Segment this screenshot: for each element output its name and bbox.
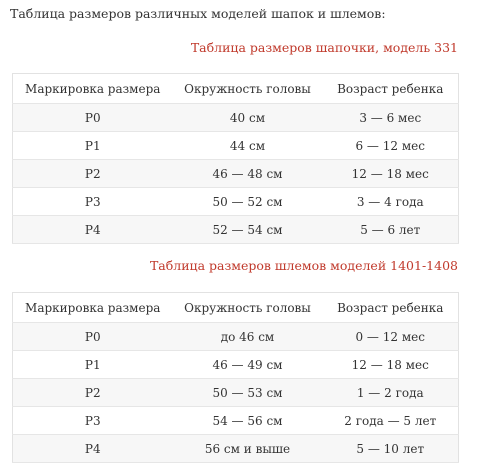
cell-size: P2 [13,160,173,188]
cell-circumference: 50 — 52 см [173,188,323,216]
table-row [13,104,459,132]
cell-age: 2 года — 5 лет [323,407,459,435]
table-caption-helmet: Таблица размеров шлемов моделей 1401-1408 [149,258,458,273]
cell-size: P0 [13,323,173,351]
header-size-marking: Маркировка размера [13,74,173,104]
cell-age: 1 — 2 года [323,379,459,407]
cell-age: 12 — 18 мес [323,351,459,379]
intro-text: Таблица размеров различных моделей шапок и шлемов: [10,6,386,21]
table-row [13,351,459,379]
cell-size: P3 [13,407,173,435]
cell-age: 3 — 4 года [323,188,459,216]
cell-size: P2 [13,379,173,407]
cell-age: 0 — 12 мес [323,323,459,351]
cell-circumference: 52 — 54 см [173,216,323,244]
header-head-circumference: Окружность головы [173,74,323,104]
table-row [13,435,459,463]
header-child-age: Возраст ребенка [323,74,459,104]
table-row [13,132,459,160]
cell-size: P0 [13,104,173,132]
cell-circumference: 46 — 48 см [173,160,323,188]
table-row [13,188,459,216]
cell-size: P1 [13,351,173,379]
table-caption-hat: Таблица размеров шапочки, модель 331 [190,40,458,55]
table-row [13,216,459,244]
cell-age: 6 — 12 мес [323,132,459,160]
cell-size: P4 [13,435,173,463]
size-table-hat [12,73,459,244]
cell-size: P4 [13,216,173,244]
table-row [13,407,459,435]
cell-age: 5 — 6 лет [323,216,459,244]
cell-age: 3 — 6 мес [323,104,459,132]
cell-age: 12 — 18 мес [323,160,459,188]
table-row [13,160,459,188]
header-child-age: Возраст ребенка [323,293,459,323]
cell-circumference: 46 — 49 см [173,351,323,379]
cell-circumference: 44 см [173,132,323,160]
cell-size: P1 [13,132,173,160]
cell-circumference: 54 — 56 см [173,407,323,435]
table-header-row [13,293,459,323]
cell-size: P3 [13,188,173,216]
header-size-marking: Маркировка размера [13,293,173,323]
table-row [13,323,459,351]
table-row [13,379,459,407]
cell-age: 5 — 10 лет [323,435,459,463]
table-header-row [13,74,459,104]
size-table-helmet [12,292,459,463]
cell-circumference: 40 см [173,104,323,132]
cell-circumference: 50 — 53 см [173,379,323,407]
cell-circumference: 56 см и выше [173,435,323,463]
cell-circumference: до 46 см [173,323,323,351]
header-head-circumference: Окружность головы [173,293,323,323]
